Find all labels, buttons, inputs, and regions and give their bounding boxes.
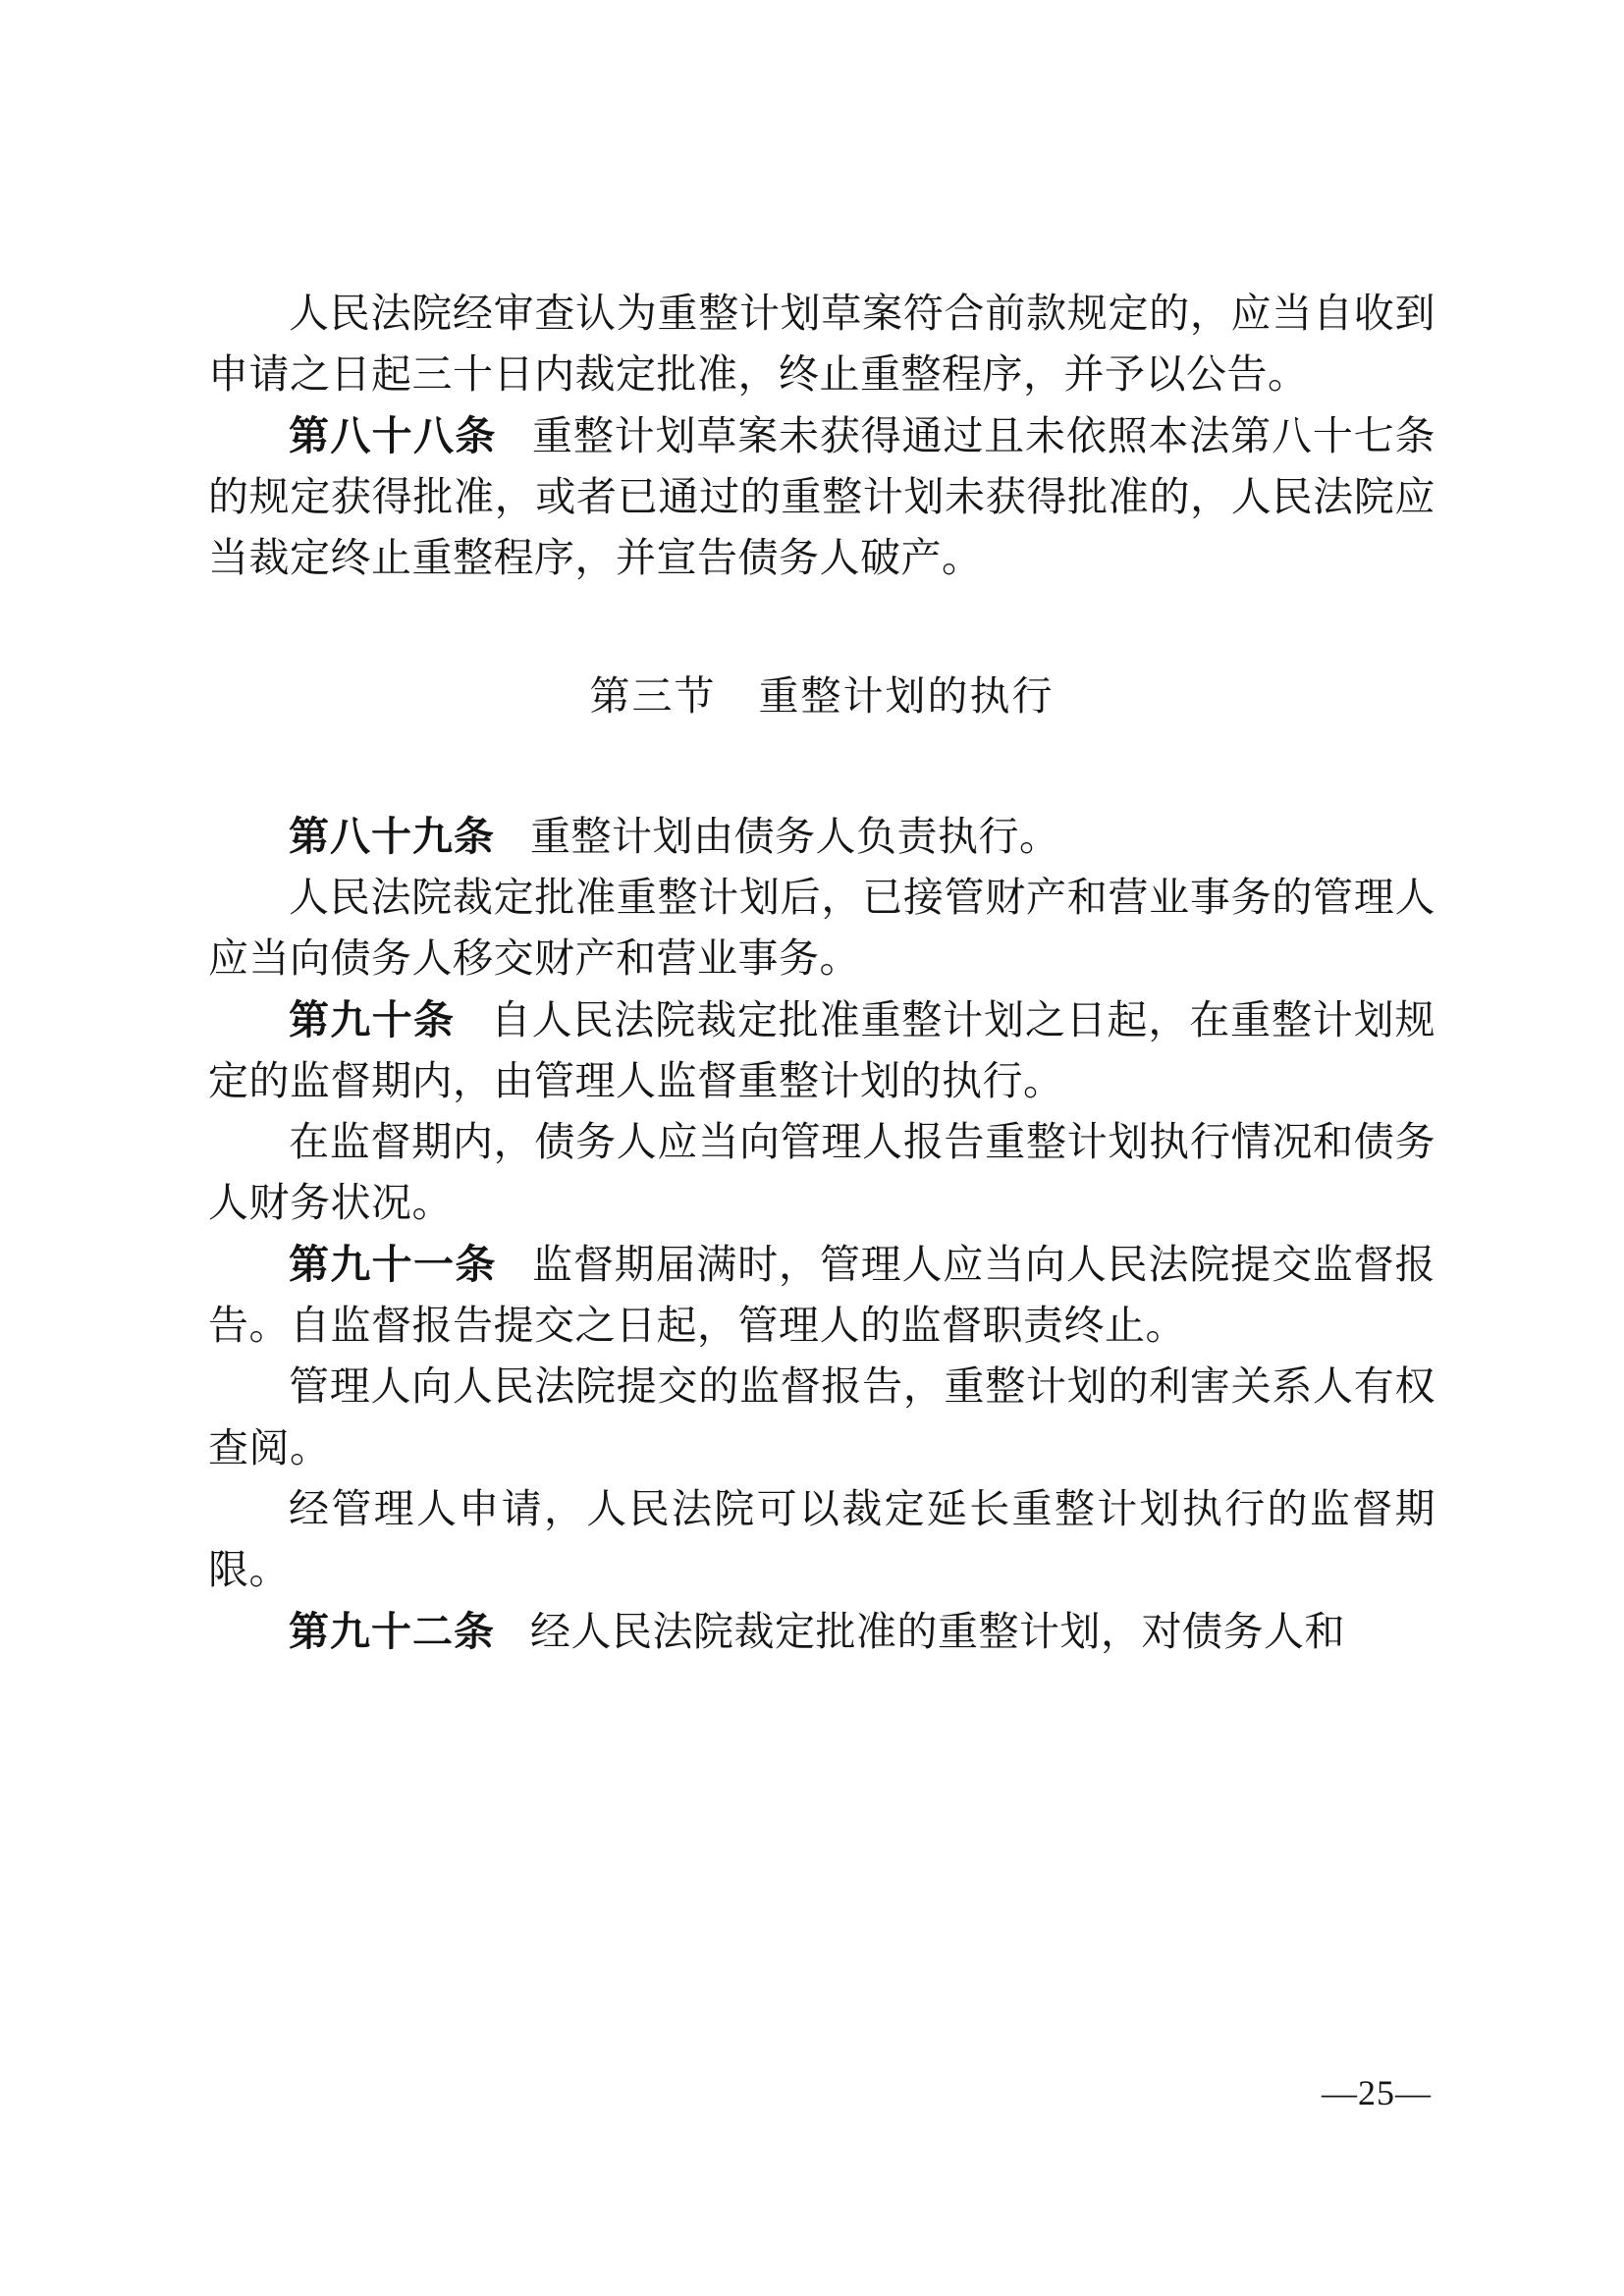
article-text: 经人民法院裁定批准的重整计划，对债务人和 xyxy=(530,1608,1345,1654)
page-number: —25— xyxy=(1322,2073,1432,2112)
page-body-text xyxy=(208,283,1435,1662)
article-text: 自人民法院裁定批准重整计划之日起，在重整计划规定的监督期内，由管理人监督重整计划的执行。 xyxy=(208,996,1436,1103)
paragraph: 经管理人申请，人民法院可以裁定延长重整计划执行的监督期限。 xyxy=(208,1486,1435,1593)
section-heading: 第三节 重整计划的执行 xyxy=(589,672,1055,719)
article-text: 重整计划由债务人负责执行。 xyxy=(530,813,1060,859)
spacer xyxy=(208,721,1435,806)
paragraph: 管理人向人民法院提交的监督报告，重整计划的利害关系人有权查阅。 xyxy=(208,1363,1435,1470)
article-text: 重整计划草案未获得通过且未依照本法第八十七条的规定获得批准，或者已通过的重整计划未获得批准的，人民法院应当裁定终止重整程序，并宣告债务人破产。 xyxy=(208,412,1436,581)
paragraph: 在监督期内，债务人应当向管理人报告重整计划执行情况和债务人财务状况。 xyxy=(208,1119,1435,1226)
article-paragraph xyxy=(208,405,1435,589)
article-number: 第九十一条 xyxy=(289,1241,497,1287)
article-paragraph xyxy=(208,989,1435,1112)
spacer xyxy=(208,589,1435,664)
article-paragraph xyxy=(208,1601,1435,1662)
article-number: 第八十八条 xyxy=(289,412,497,458)
article-paragraph xyxy=(208,806,1435,867)
article-number: 第九十二条 xyxy=(289,1608,495,1654)
article-text: 监督期届满时，管理人应当向人民法院提交监督报告。自监督报告提交之日起，管理人的监督职责终止。 xyxy=(208,1241,1436,1349)
paragraph: 人民法院经审查认为重整计划草案符合前款规定的，应当自收到申请之日起三十日内裁定批准，终止重整程序，并予以公告。 xyxy=(208,291,1435,398)
article-number: 第八十九条 xyxy=(289,813,495,859)
paragraph: 人民法院裁定批准重整计划后，已接管财产和营业事务的管理人应当向债务人移交财产和营业事务。 xyxy=(208,874,1435,982)
article-paragraph xyxy=(208,1234,1435,1357)
article-number: 第九十条 xyxy=(289,996,456,1042)
